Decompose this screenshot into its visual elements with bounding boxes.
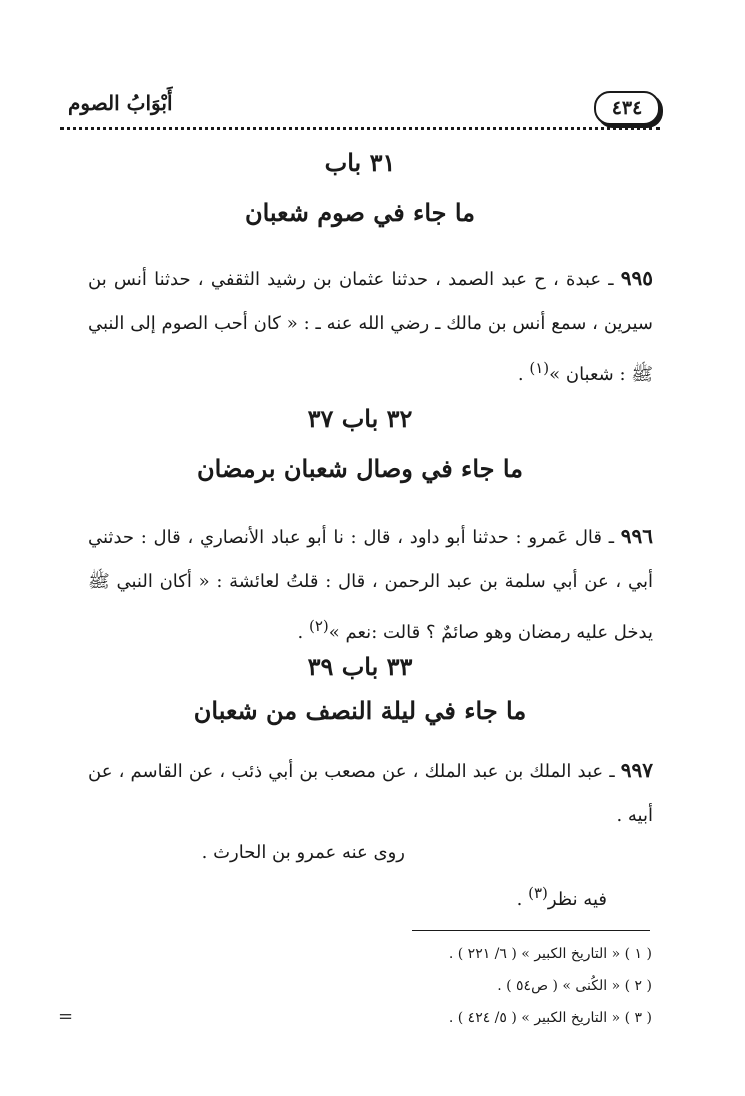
chapter-title: ما جاء في وصال شعبان برمضان [197, 454, 523, 483]
note-end: . [516, 889, 529, 910]
footnote-rule [412, 930, 650, 931]
hadith-end: . [297, 622, 309, 643]
footnote-ref: (١) [529, 359, 550, 377]
running-title: أَبْوَابُ الصوم [68, 91, 173, 115]
footnote: ( ١ ) « التاريخ الكبير » ( ٦/ ٢٢١ ) . [448, 946, 652, 962]
margin-mark: = [58, 1006, 74, 1027]
chapter-title: ما جاء في ليلة النصف من شعبان [193, 696, 527, 725]
footnote-ref: (٣) [528, 884, 548, 902]
hadith-paragraph [88, 514, 653, 655]
narrator-line: روى عنه عمرو بن الحارث . [201, 842, 405, 863]
header-rule [60, 127, 660, 130]
hadith-text: ـ عبدة ، ح عبد الصمد ، حدثنا عثمان بن رشيد الثقفي ، حدثنا أنس بن سيرين ، سمع أنس بن مالك ـ رضي الله عنه ـ : « كان أحب الصوم إلى النبي ﷺ : شعبان » [88, 269, 653, 385]
hadith-paragraph [88, 256, 653, 397]
footnote: ( ٣ ) « التاريخ الكبير » ( ٥/ ٤٢٤ ) . [448, 1010, 652, 1026]
footnote: ( ٢ ) « الكُنى » ( ص٥٤ ) . [497, 978, 652, 994]
chapter-title: ما جاء في صوم شعبان [244, 198, 475, 227]
page-number: ٤٣٤ [611, 97, 643, 119]
hadith-end: . [517, 364, 530, 385]
chapter-number: ٣١ باب [324, 148, 396, 177]
hadith-number: ٩٩٥ [620, 266, 653, 290]
chapter-number: ٣٣ باب ٣٩ [307, 652, 413, 681]
hadith-text: ـ قال عَمرو : حدثنا أبو داود ، قال : نا أبو عباد الأنصاري ، قال : حدثني أبي ، عن أبي سلمة بن عبد الرحمن ، قال : قلتُ لعائشة : « أكان النبي ﷺ يدخل عليه رمضان وهو صائمٌ ؟ قالت :نعم » [88, 527, 653, 643]
hadith-number: ٩٩٧ [620, 758, 653, 782]
page-header [60, 85, 660, 133]
footnote-ref: (٢) [309, 617, 329, 635]
note-line [517, 884, 607, 910]
chapter-number: ٣٢ باب ٣٧ [307, 404, 413, 433]
hadith-number: ٩٩٦ [620, 524, 653, 548]
page-number-badge [594, 91, 660, 125]
hadith-text: ـ عبد الملك بن عبد الملك ، عن مصعب بن أبي ذئب ، عن القاسم ، عن أبيه . [88, 761, 653, 826]
note-text: فيه نظر [547, 889, 607, 910]
hadith-paragraph [88, 748, 653, 838]
